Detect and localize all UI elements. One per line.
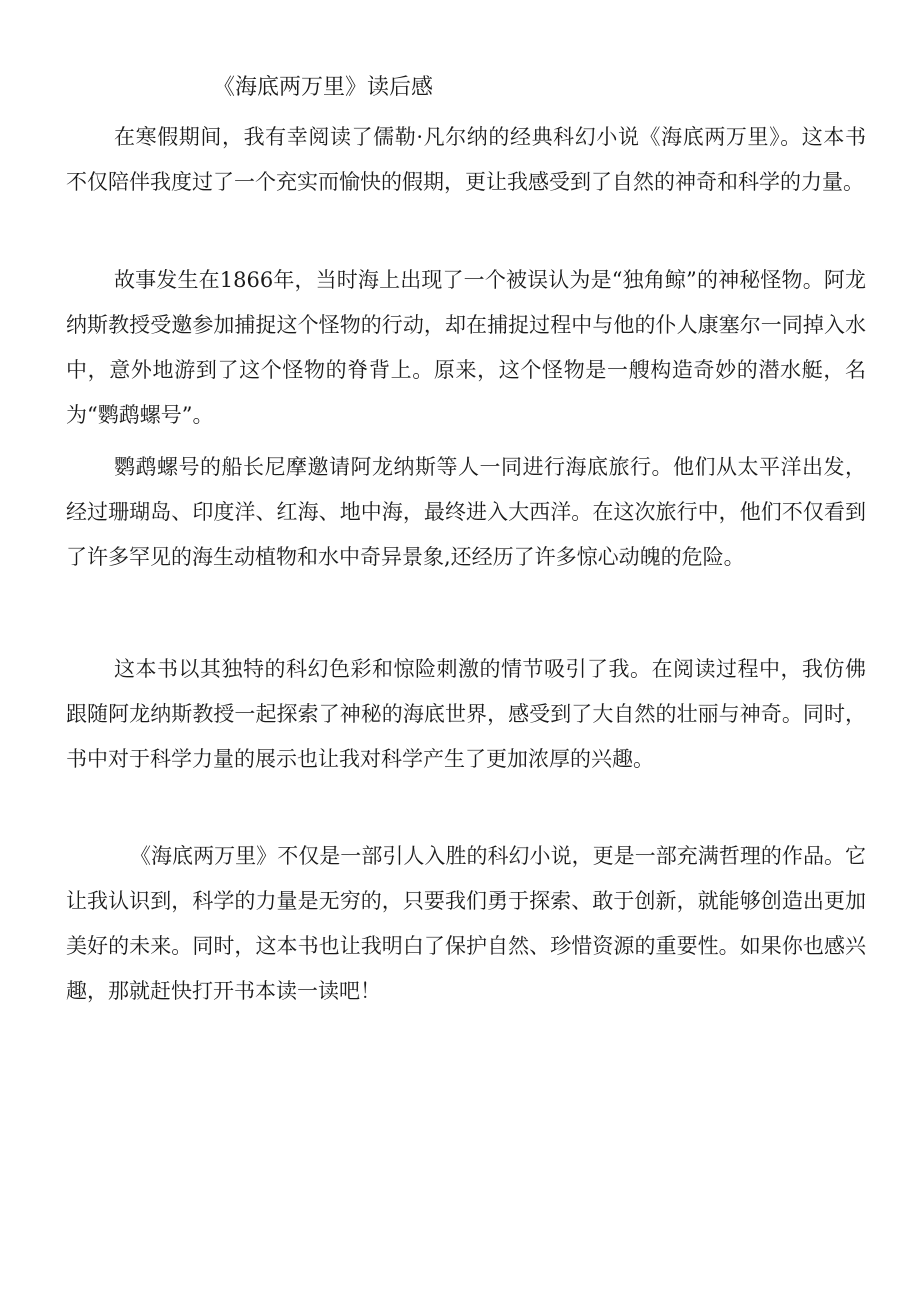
document-title: 《海底两万里》读后感 [213, 75, 434, 100]
paragraph-1: 在寒假期间，我有幸阅读了儒勒·凡尔纳的经典科幻小说《海底两万里》。这本书不仅陪伴我度过了一个充实而愉快的假期，更让我感受到了自然的神奇和科学的力量。 [66, 125, 866, 194]
paragraph-4: 这本书以其独特的科幻色彩和惊险刺激的情节吸引了我。在阅读过程中，我仿佛跟随阿龙纳斯教授一起探索了神秘的海底世界，感受到了大自然的壮丽与神奇。同时，书中对于科学力量的展示也让我对科学产生了更加浓厚的兴趣。 [66, 657, 866, 771]
paragraph-5: 《海底两万里》不仅是一部引人入胜的科幻小说，更是一部充满哲理的作品。它让我认识到，科学的力量是无穷的，只要我们勇于探索、敢于创新，就能够创造出更加美好的未来。同时，这本书也让我明白了保护自然、珍惜资源的重要性。如果你也感兴趣，那就赶快打开书本读一读吧！ [66, 844, 866, 1003]
paragraph-2: 故事发生在1866年，当时海上出现了一个被误认为是“独角鲸”的神秘怪物。阿龙纳斯教授受邀参加捕捉这个怪物的行动，却在捕捉过程中与他的仆人康塞尔一同掉入水中，意外地游到了这个怪物的脊背上。原来，这个怪物是一艘构造奇妙的潜水艇，名为“鹦鹉螺号”。 [66, 268, 866, 427]
paragraph-3: 鹦鹉螺号的船长尼摩邀请阿龙纳斯等人一同进行海底旅行。他们从太平洋出发，经过珊瑚岛、印度洋、红海、地中海，最终进入大西洋。在这次旅行中，他们不仅看到了许多罕见的海生动植物和水中奇异景象,还经历了许多惊心动魄的危险。 [66, 455, 866, 569]
